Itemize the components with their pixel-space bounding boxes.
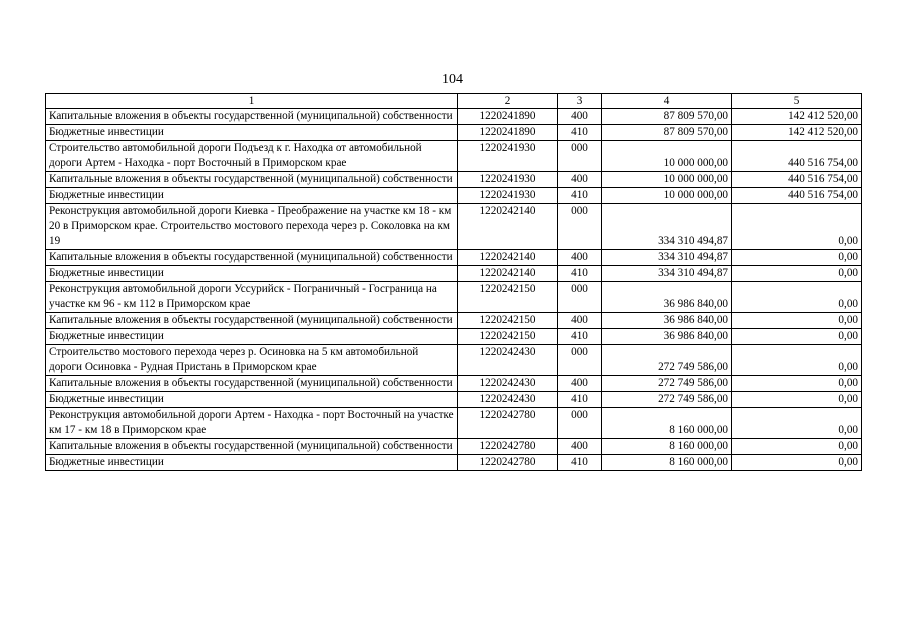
row-amount-col4-cell: 272 749 586,00 [602, 345, 732, 376]
row-amount-col4-cell: 272 749 586,00 [602, 392, 732, 408]
row-name-cell: Реконструкция автомобильной дороги Уссурийск - Пограничный - Госграница на участке км 96 - км 112 в Приморском крае [46, 282, 458, 313]
table-row [46, 376, 862, 392]
row-amount-col5-cell: 0,00 [732, 376, 862, 392]
row-name-cell: Строительство мостового перехода через р. Осиновка на 5 км автомобильной дороги Осиновка - Рудная Пристань в Приморском крае [46, 345, 458, 376]
table-row [46, 329, 862, 345]
row-expense-type-cell: 400 [558, 376, 602, 392]
row-expense-type-cell: 400 [558, 172, 602, 188]
table-row [46, 109, 862, 125]
row-target-article-cell: 1220241890 [458, 109, 558, 125]
row-amount-col4-cell: 87 809 570,00 [602, 125, 732, 141]
row-name-cell: Бюджетные инвестиции [46, 392, 458, 408]
row-amount-col5-cell: 0,00 [732, 266, 862, 282]
row-amount-col5-cell: 0,00 [732, 408, 862, 439]
table-row [46, 455, 862, 471]
column-number-2: 2 [458, 94, 558, 109]
row-amount-col4-cell: 8 160 000,00 [602, 455, 732, 471]
row-expense-type-cell: 410 [558, 455, 602, 471]
row-name-cell: Строительство автомобильной дороги Подъезд к г. Находка от автомобильной дороги Артем - Находка - порт Восточный в Приморском крае [46, 141, 458, 172]
row-name-cell: Бюджетные инвестиции [46, 455, 458, 471]
row-amount-col5-cell: 0,00 [732, 250, 862, 266]
row-amount-col5-cell: 440 516 754,00 [732, 172, 862, 188]
row-expense-type-cell: 410 [558, 266, 602, 282]
row-amount-col5-cell: 0,00 [732, 439, 862, 455]
row-amount-col5-cell: 0,00 [732, 204, 862, 250]
row-target-article-cell: 1220242150 [458, 329, 558, 345]
row-name-cell: Реконструкция автомобильной дороги Киевка - Преображение на участке км 18 - км 20 в Приморском крае. Строительство мостового перехода через р. Соколовка на км 19 [46, 204, 458, 250]
row-amount-col5-cell: 0,00 [732, 282, 862, 313]
row-target-article-cell: 1220242430 [458, 345, 558, 376]
budget-table-body [46, 94, 862, 471]
column-number-row [46, 94, 862, 109]
row-target-article-cell: 1220242780 [458, 455, 558, 471]
column-number-4: 4 [602, 94, 732, 109]
row-expense-type-cell: 400 [558, 250, 602, 266]
row-expense-type-cell: 410 [558, 125, 602, 141]
row-amount-col5-cell: 0,00 [732, 313, 862, 329]
row-amount-col5-cell: 0,00 [732, 392, 862, 408]
row-target-article-cell: 1220241890 [458, 125, 558, 141]
row-name-cell: Капитальные вложения в объекты государственной (муниципальной) собственности [46, 376, 458, 392]
row-name-cell: Капитальные вложения в объекты государственной (муниципальной) собственности [46, 172, 458, 188]
row-name-cell: Капитальные вложения в объекты государственной (муниципальной) собственности [46, 250, 458, 266]
row-name-cell: Бюджетные инвестиции [46, 329, 458, 345]
row-amount-col5-cell: 440 516 754,00 [732, 141, 862, 172]
row-target-article-cell: 1220242780 [458, 439, 558, 455]
row-amount-col5-cell: 0,00 [732, 345, 862, 376]
row-name-cell: Бюджетные инвестиции [46, 188, 458, 204]
row-expense-type-cell: 410 [558, 188, 602, 204]
table-row [46, 345, 862, 376]
table-row [46, 172, 862, 188]
table-row [46, 125, 862, 141]
row-expense-type-cell: 000 [558, 345, 602, 376]
row-expense-type-cell: 400 [558, 109, 602, 125]
row-target-article-cell: 1220242780 [458, 408, 558, 439]
row-amount-col4-cell: 8 160 000,00 [602, 408, 732, 439]
row-amount-col4-cell: 8 160 000,00 [602, 439, 732, 455]
row-amount-col4-cell: 10 000 000,00 [602, 172, 732, 188]
column-number-1: 1 [46, 94, 458, 109]
row-target-article-cell: 1220242150 [458, 282, 558, 313]
row-expense-type-cell: 000 [558, 408, 602, 439]
table-row [46, 204, 862, 250]
row-amount-col5-cell: 440 516 754,00 [732, 188, 862, 204]
table-row [46, 282, 862, 313]
row-name-cell: Капитальные вложения в объекты государственной (муниципальной) собственности [46, 439, 458, 455]
column-number-5: 5 [732, 94, 862, 109]
row-name-cell: Бюджетные инвестиции [46, 266, 458, 282]
table-row [46, 141, 862, 172]
row-amount-col5-cell: 0,00 [732, 455, 862, 471]
page-number: 104 [442, 72, 463, 87]
row-amount-col5-cell: 142 412 520,00 [732, 109, 862, 125]
table-row [46, 188, 862, 204]
row-name-cell: Капитальные вложения в объекты государственной (муниципальной) собственности [46, 313, 458, 329]
row-expense-type-cell: 000 [558, 141, 602, 172]
row-name-cell: Бюджетные инвестиции [46, 125, 458, 141]
row-amount-col4-cell: 87 809 570,00 [602, 109, 732, 125]
row-amount-col5-cell: 142 412 520,00 [732, 125, 862, 141]
row-expense-type-cell: 000 [558, 282, 602, 313]
row-amount-col4-cell: 36 986 840,00 [602, 329, 732, 345]
row-amount-col4-cell: 334 310 494,87 [602, 204, 732, 250]
table-row [46, 408, 862, 439]
row-name-cell: Капитальные вложения в объекты государственной (муниципальной) собственности [46, 109, 458, 125]
row-amount-col4-cell: 10 000 000,00 [602, 141, 732, 172]
row-expense-type-cell: 400 [558, 313, 602, 329]
row-target-article-cell: 1220242430 [458, 392, 558, 408]
row-target-article-cell: 1220242430 [458, 376, 558, 392]
row-name-cell: Реконструкция автомобильной дороги Артем - Находка - порт Восточный на участке км 17 - км 18 в Приморском крае [46, 408, 458, 439]
row-expense-type-cell: 410 [558, 329, 602, 345]
row-amount-col4-cell: 10 000 000,00 [602, 188, 732, 204]
table-row [46, 313, 862, 329]
table-row [46, 266, 862, 282]
row-target-article-cell: 1220242140 [458, 250, 558, 266]
row-target-article-cell: 1220241930 [458, 172, 558, 188]
row-expense-type-cell: 000 [558, 204, 602, 250]
budget-table [45, 93, 862, 471]
row-amount-col4-cell: 334 310 494,87 [602, 266, 732, 282]
row-expense-type-cell: 400 [558, 439, 602, 455]
row-amount-col5-cell: 0,00 [732, 329, 862, 345]
row-target-article-cell: 1220242140 [458, 204, 558, 250]
row-target-article-cell: 1220242140 [458, 266, 558, 282]
row-amount-col4-cell: 334 310 494,87 [602, 250, 732, 266]
row-target-article-cell: 1220242150 [458, 313, 558, 329]
table-row [46, 250, 862, 266]
row-amount-col4-cell: 36 986 840,00 [602, 282, 732, 313]
table-row [46, 439, 862, 455]
column-number-3: 3 [558, 94, 602, 109]
row-target-article-cell: 1220241930 [458, 141, 558, 172]
table-row [46, 392, 862, 408]
row-expense-type-cell: 410 [558, 392, 602, 408]
row-target-article-cell: 1220241930 [458, 188, 558, 204]
row-amount-col4-cell: 272 749 586,00 [602, 376, 732, 392]
row-amount-col4-cell: 36 986 840,00 [602, 313, 732, 329]
